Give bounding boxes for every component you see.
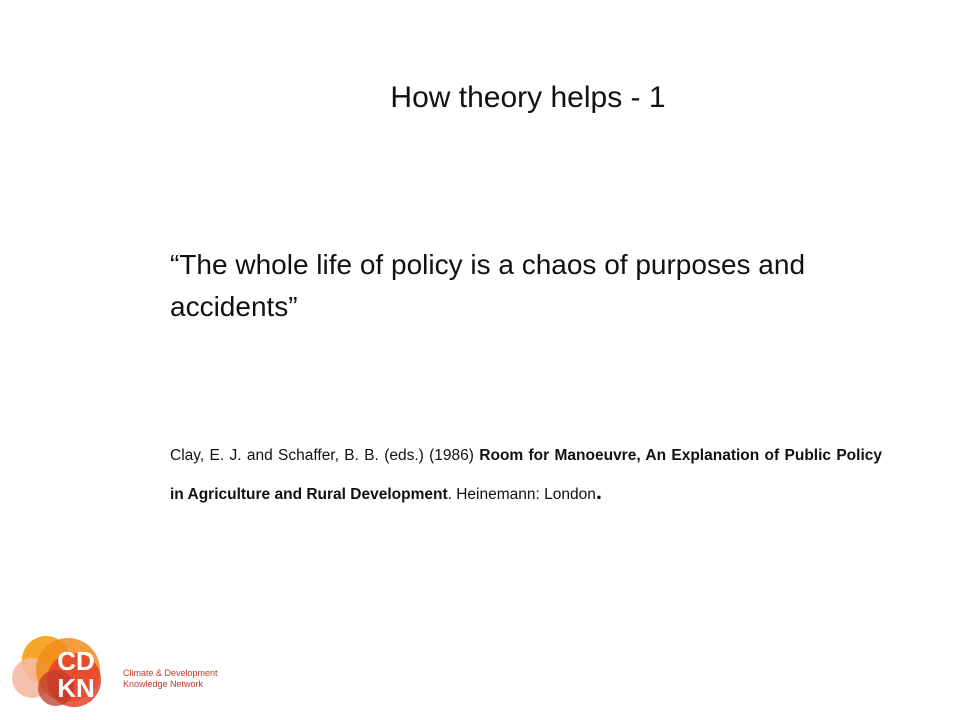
citation-publisher: . Heinemann: London [447,486,596,503]
citation-period: . [595,479,602,504]
logo-wordmark [123,668,218,690]
citation [170,438,882,513]
cdkn-logo-mark [10,628,122,710]
citation-authors: Clay, E. J. and Schaffer, B. B. (eds.) (1986) [170,447,480,464]
slide-title: How theory helps - 1 [390,81,666,114]
cdkn-logo [10,628,218,710]
citation-book-title: Room for Manoeuvre, An Explanation of Public Policy in Agriculture and Rural Development [170,447,883,503]
logo-line-1: Climate & Development [123,668,218,678]
logo-letters-kn: KN [57,673,95,703]
quote-text: “The whole life of policy is a chaos of purposes and accidents” [170,249,806,322]
logo-letters-cd: CD [57,646,95,676]
logo-line-2: Knowledge Network [123,679,204,689]
